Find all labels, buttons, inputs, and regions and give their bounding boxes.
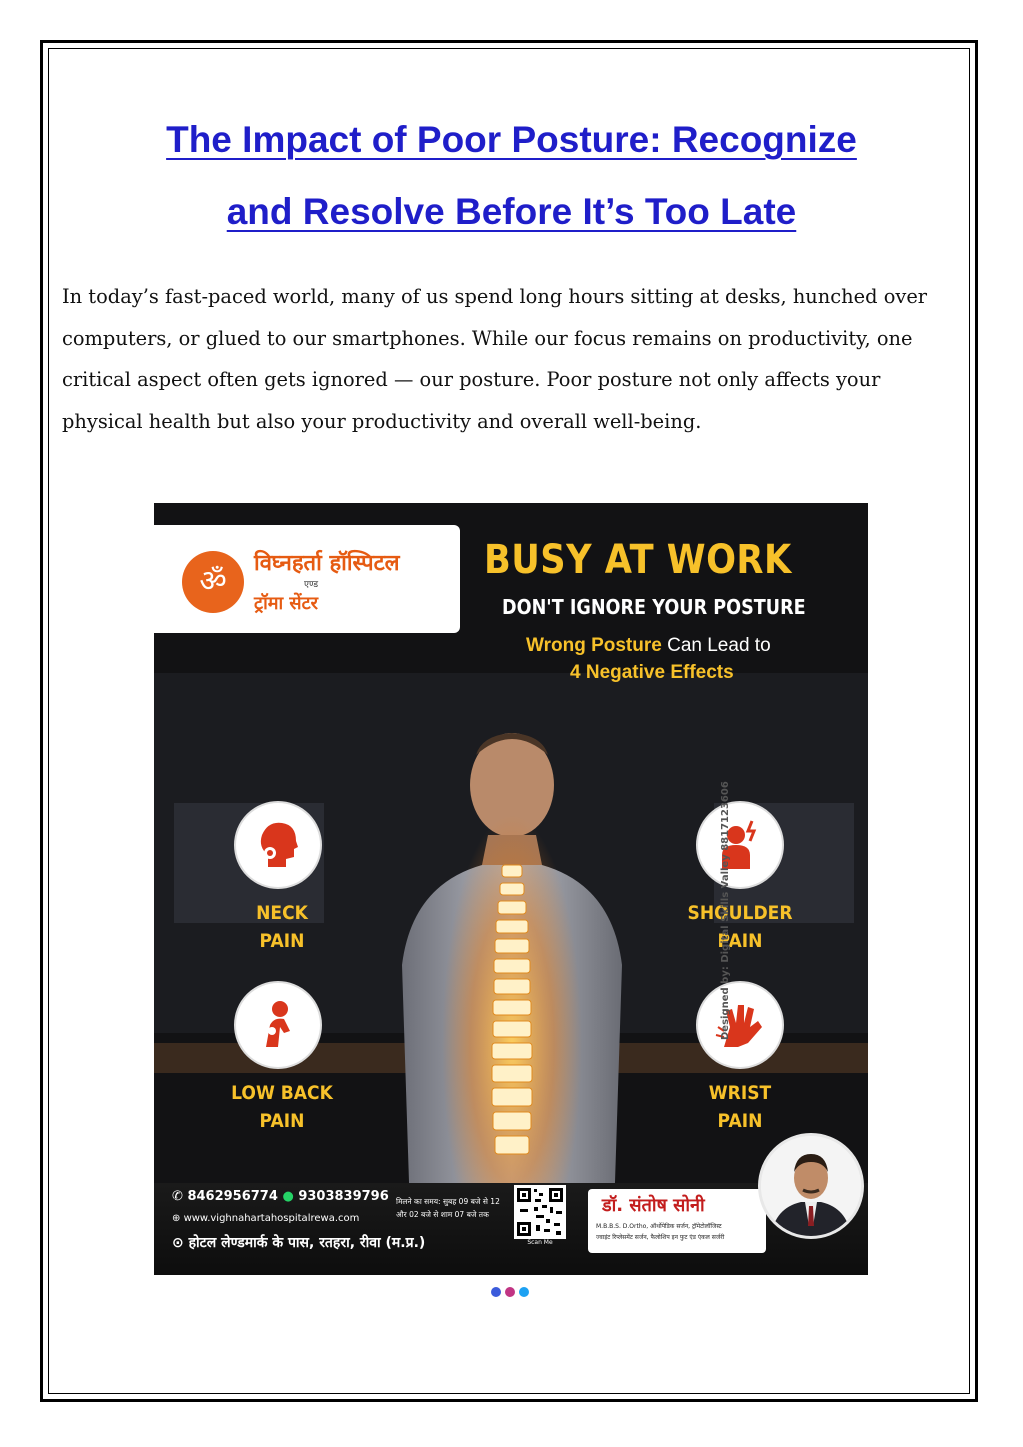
whatsapp-icon: ● (282, 1189, 294, 1204)
title-line-2[interactable]: and Resolve Before It’s Too Late (226, 191, 797, 232)
address-text: होटल लेण्डमार्क के पास, रतहरा, रीवा (म.प्र.) (188, 1235, 426, 1251)
intro-paragraph: In today’s fast-paced world, many of us spend long hours sitting at desks, hunched over computers, or glued to our smartphones. While our focus remains on productivity, one critical aspect often gets ignored — our posture. Poor posture not only affects your physical health but also your productivity and overall well-being. (62, 285, 928, 433)
neck-pain-line1: NECK (256, 902, 308, 924)
can-lead-to-text: Can Lead to (661, 635, 771, 656)
shoulder-pain-line1: SHOULDER (687, 902, 793, 924)
doctor-name: डॉ. संतोष सोनी (602, 1195, 705, 1216)
address-row (172, 1233, 425, 1252)
timing-line1: मिलने का समय: सुबह 09 बजे से 12 (396, 1197, 500, 1206)
posture-poster-image (154, 503, 868, 1275)
doctor-photo (758, 1133, 864, 1239)
article-title[interactable] (60, 104, 963, 248)
wrist-pain-label (677, 1079, 803, 1135)
neck-pain-line2: PAIN (259, 930, 305, 952)
poster-subheadline: DON'T IGNORE YOUR POSTURE (502, 595, 806, 619)
ganesha-logo-icon: ॐ (182, 551, 244, 613)
phone-numbers (172, 1189, 389, 1204)
instagram-icon (505, 1287, 515, 1297)
poster-headline: BUSY AT WORK (484, 537, 792, 583)
qr-caption: Scan Me (527, 1239, 553, 1246)
poster-negative-effects: 4 Negative Effects (570, 662, 734, 683)
facebook-icon (491, 1287, 501, 1297)
neck-pain-label (219, 899, 345, 955)
visiting-hours (396, 1195, 508, 1221)
low-back-pain-icon (234, 981, 322, 1069)
social-icons (490, 1286, 534, 1298)
doctor-degree (596, 1221, 764, 1243)
low-back-pain-label (219, 1079, 345, 1135)
neck-pain-icon (234, 801, 322, 889)
hospital-name-line2: ट्रॉमा सेंटर (254, 593, 319, 614)
poster-wrong-posture-text (526, 635, 771, 657)
doctor-degree-line1: M.B.B.S. D.Ortho, ऑर्थोपेडिक सर्जन, ट्रॉमेटोलॉजिस्ट (596, 1223, 722, 1230)
hospital-name-and: एण्ड (304, 580, 319, 590)
low-back-pain-line2: PAIN (259, 1110, 305, 1132)
contact-bar (154, 1183, 868, 1275)
shoulder-pain-icon (696, 801, 784, 889)
website-row (172, 1213, 359, 1224)
doctor-degree-line2: ज्वाइंट रिप्लेसमेंट सर्जन, फैलोशिप इन फुट एंड एंकल सर्जरी (596, 1234, 725, 1241)
twitter-icon (519, 1287, 529, 1297)
designed-by-credit: Designed by: Digital Skills Valley 8817123606 (720, 781, 731, 1040)
wrong-posture-highlight: Wrong Posture (526, 635, 662, 656)
doctor-card (588, 1189, 766, 1253)
timing-line2: और 02 बजे से शाम 07 बजे तक (396, 1210, 489, 1219)
website-url: www.vighnahartahospitalrewa.com (183, 1213, 360, 1224)
qr-code (514, 1185, 566, 1239)
phone-icon: ✆ (172, 1189, 183, 1204)
shoulder-pain-line2: PAIN (717, 930, 763, 952)
hospital-name-line1: विघ्नहर्ता हॉस्पिटल (254, 551, 400, 576)
phone-2: 9303839796 (298, 1189, 389, 1204)
title-line-1[interactable]: The Impact of Poor Posture: Recognize (166, 119, 857, 160)
phone-1: 8462956774 (187, 1189, 278, 1204)
shoulder-pain-label (677, 899, 803, 955)
hospital-logo-panel (154, 525, 460, 633)
globe-icon: ⊕ (172, 1213, 181, 1224)
wrist-pain-icon (696, 981, 784, 1069)
wrist-pain-line1: WRIST (708, 1082, 772, 1104)
wrist-pain-line2: PAIN (717, 1110, 763, 1132)
low-back-pain-line1: LOW BACK (231, 1082, 333, 1104)
location-icon: ⊙ (172, 1235, 184, 1251)
